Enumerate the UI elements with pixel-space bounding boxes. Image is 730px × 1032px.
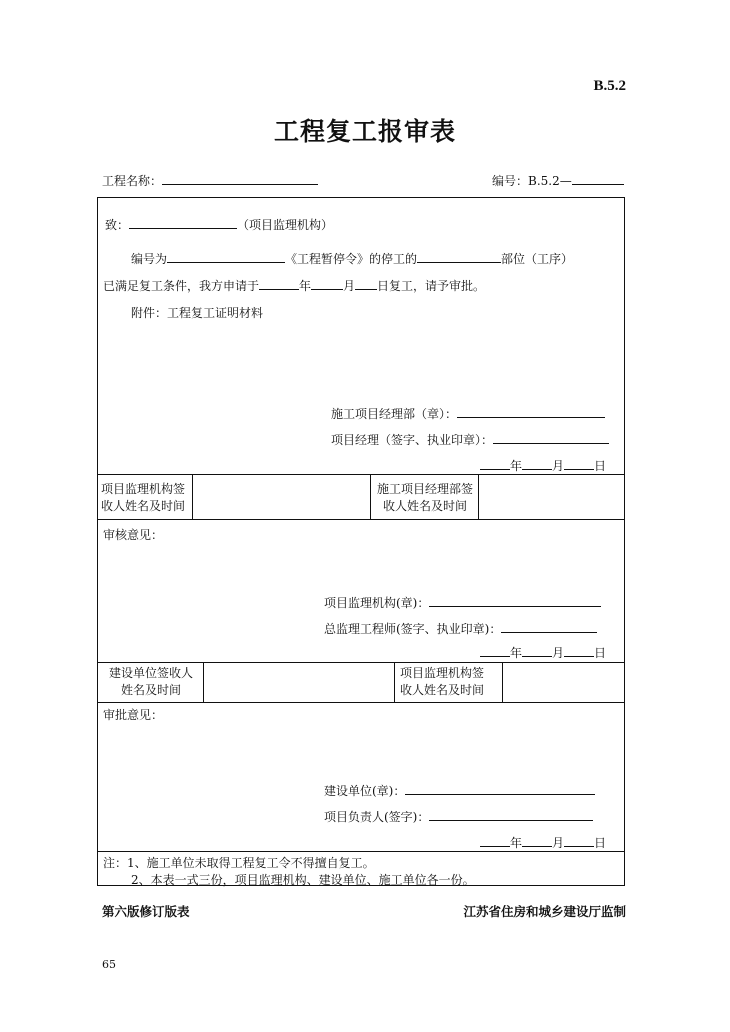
note-1: 注：1、施工单位未取得工程复工令不得擅自复工。	[103, 856, 375, 870]
rev-day-label: 日	[594, 646, 607, 660]
apr-day-label: 日	[594, 836, 607, 850]
owner-stamp-label: 建设单位(章)：	[324, 784, 406, 798]
contractor-stamp-label: 施工项目经理部（章）：	[331, 407, 458, 421]
app-year-label: 年	[510, 459, 523, 473]
apr-day-blank[interactable]	[564, 834, 594, 847]
label-line: 建设单位签收人	[108, 666, 193, 680]
rev-month-label: 月	[552, 646, 565, 660]
resume-year-blank[interactable]	[259, 277, 299, 290]
application-line-2	[103, 277, 485, 294]
supervisor-stamp-line	[324, 594, 601, 611]
divider	[98, 702, 624, 703]
owner-pm-signature-line	[324, 808, 593, 825]
attachment-line: 附件：工程复工证明材料	[131, 306, 264, 320]
number-label: 编号：B.5.2—	[492, 174, 572, 188]
contractor-stamp-blank[interactable]	[457, 405, 605, 418]
divider	[502, 662, 503, 702]
chief-engineer-label: 总监理工程师(签字、执业印章)：	[324, 622, 502, 636]
line2-day: 日复工，请予审批。	[377, 279, 486, 293]
receipt2-left-input[interactable]	[205, 664, 392, 700]
divider	[478, 474, 479, 519]
review-date	[480, 644, 606, 661]
page-number: 65	[102, 958, 116, 971]
contractor-stamp-line	[331, 405, 605, 422]
divider	[98, 662, 624, 663]
application-line-1	[131, 250, 573, 267]
owner-stamp-blank[interactable]	[405, 782, 595, 795]
supervisor-stamp-blank[interactable]	[429, 594, 601, 607]
part-blank[interactable]	[417, 250, 501, 263]
apr-month-label: 月	[552, 836, 565, 850]
app-day-blank[interactable]	[564, 457, 594, 470]
label-line: 项目监理机构签	[400, 666, 485, 680]
page-title: 工程复工报审表	[273, 117, 456, 146]
resume-month-blank[interactable]	[311, 277, 343, 290]
project-name-blank[interactable]	[162, 172, 318, 185]
apr-year-label: 年	[510, 836, 523, 850]
line1-text-c: 部位（工序）	[501, 252, 574, 266]
application-date	[480, 457, 606, 474]
divider	[192, 474, 193, 519]
review-label: 审核意见：	[103, 528, 164, 542]
divider	[98, 851, 624, 852]
label-line: 项目监理机构签	[101, 482, 186, 496]
approval-label: 审批意见：	[103, 708, 164, 722]
to-suffix: （项目监理机构）	[237, 218, 334, 232]
divider	[98, 474, 624, 475]
rev-year-label: 年	[510, 646, 523, 660]
divider	[370, 474, 371, 519]
apr-month-blank[interactable]	[522, 834, 552, 847]
number-blank[interactable]	[572, 172, 624, 185]
chief-engineer-blank[interactable]	[501, 620, 597, 633]
divider	[203, 662, 204, 702]
receipt1-right-label	[374, 481, 476, 515]
receipt2-left-label	[101, 665, 201, 699]
rev-day-blank[interactable]	[564, 644, 594, 657]
rev-month-blank[interactable]	[522, 644, 552, 657]
to-blank[interactable]	[129, 216, 237, 229]
label-line: 姓名及时间	[120, 683, 181, 697]
line1-text-a: 编号为	[131, 252, 168, 266]
rev-year-blank[interactable]	[480, 644, 510, 657]
pm-signature-label: 项目经理（签字、执业印章）：	[331, 433, 494, 447]
line2-month: 月	[343, 279, 356, 293]
app-month-label: 月	[552, 459, 565, 473]
note-2: 2、本表一式三份，项目监理机构、建设单位、施工单位各一份。	[131, 873, 475, 887]
to-line	[105, 216, 333, 233]
owner-pm-label: 项目负责人(签字)：	[324, 810, 430, 824]
number-field	[492, 172, 624, 189]
project-name-label: 工程名称：	[102, 174, 163, 188]
stop-order-number-blank[interactable]	[167, 250, 285, 263]
footer-left: 第六版修订版表	[102, 904, 190, 919]
receipt1-left-label	[101, 481, 185, 515]
project-name-field	[102, 172, 318, 189]
label-line: 收人姓名及时间	[101, 499, 186, 513]
to-label: 致：	[105, 218, 130, 232]
resume-day-blank[interactable]	[355, 277, 377, 290]
owner-stamp-line	[324, 782, 595, 799]
app-day-label: 日	[594, 459, 607, 473]
footer-right: 江苏省住房和城乡建设厅监制	[463, 904, 626, 919]
chief-engineer-signature-line	[324, 620, 597, 637]
pm-signature-blank[interactable]	[493, 431, 609, 444]
line2-year: 年	[299, 279, 312, 293]
receipt1-left-input[interactable]	[194, 476, 368, 516]
receipt1-right-input[interactable]	[480, 476, 620, 516]
app-month-blank[interactable]	[522, 457, 552, 470]
supervisor-stamp-label: 项目监理机构(章)：	[324, 596, 430, 610]
apr-year-blank[interactable]	[480, 834, 510, 847]
label-line: 收人姓名及时间	[382, 499, 467, 513]
line1-text-b: 《工程暂停令》的停工的	[285, 252, 418, 266]
form-code: B.5.2	[593, 78, 626, 94]
receipt2-right-label	[400, 665, 484, 699]
label-line: 收人姓名及时间	[400, 683, 485, 697]
divider	[98, 519, 624, 520]
line2-text-a: 已满足复工条件，我方申请于	[103, 279, 260, 293]
divider	[394, 662, 395, 702]
owner-pm-blank[interactable]	[429, 808, 593, 821]
form-table	[97, 197, 625, 886]
receipt2-right-input[interactable]	[504, 664, 620, 700]
approval-date	[480, 834, 606, 851]
app-year-blank[interactable]	[480, 457, 510, 470]
pm-signature-line	[331, 431, 609, 448]
label-line: 施工项目经理部签	[376, 482, 473, 496]
